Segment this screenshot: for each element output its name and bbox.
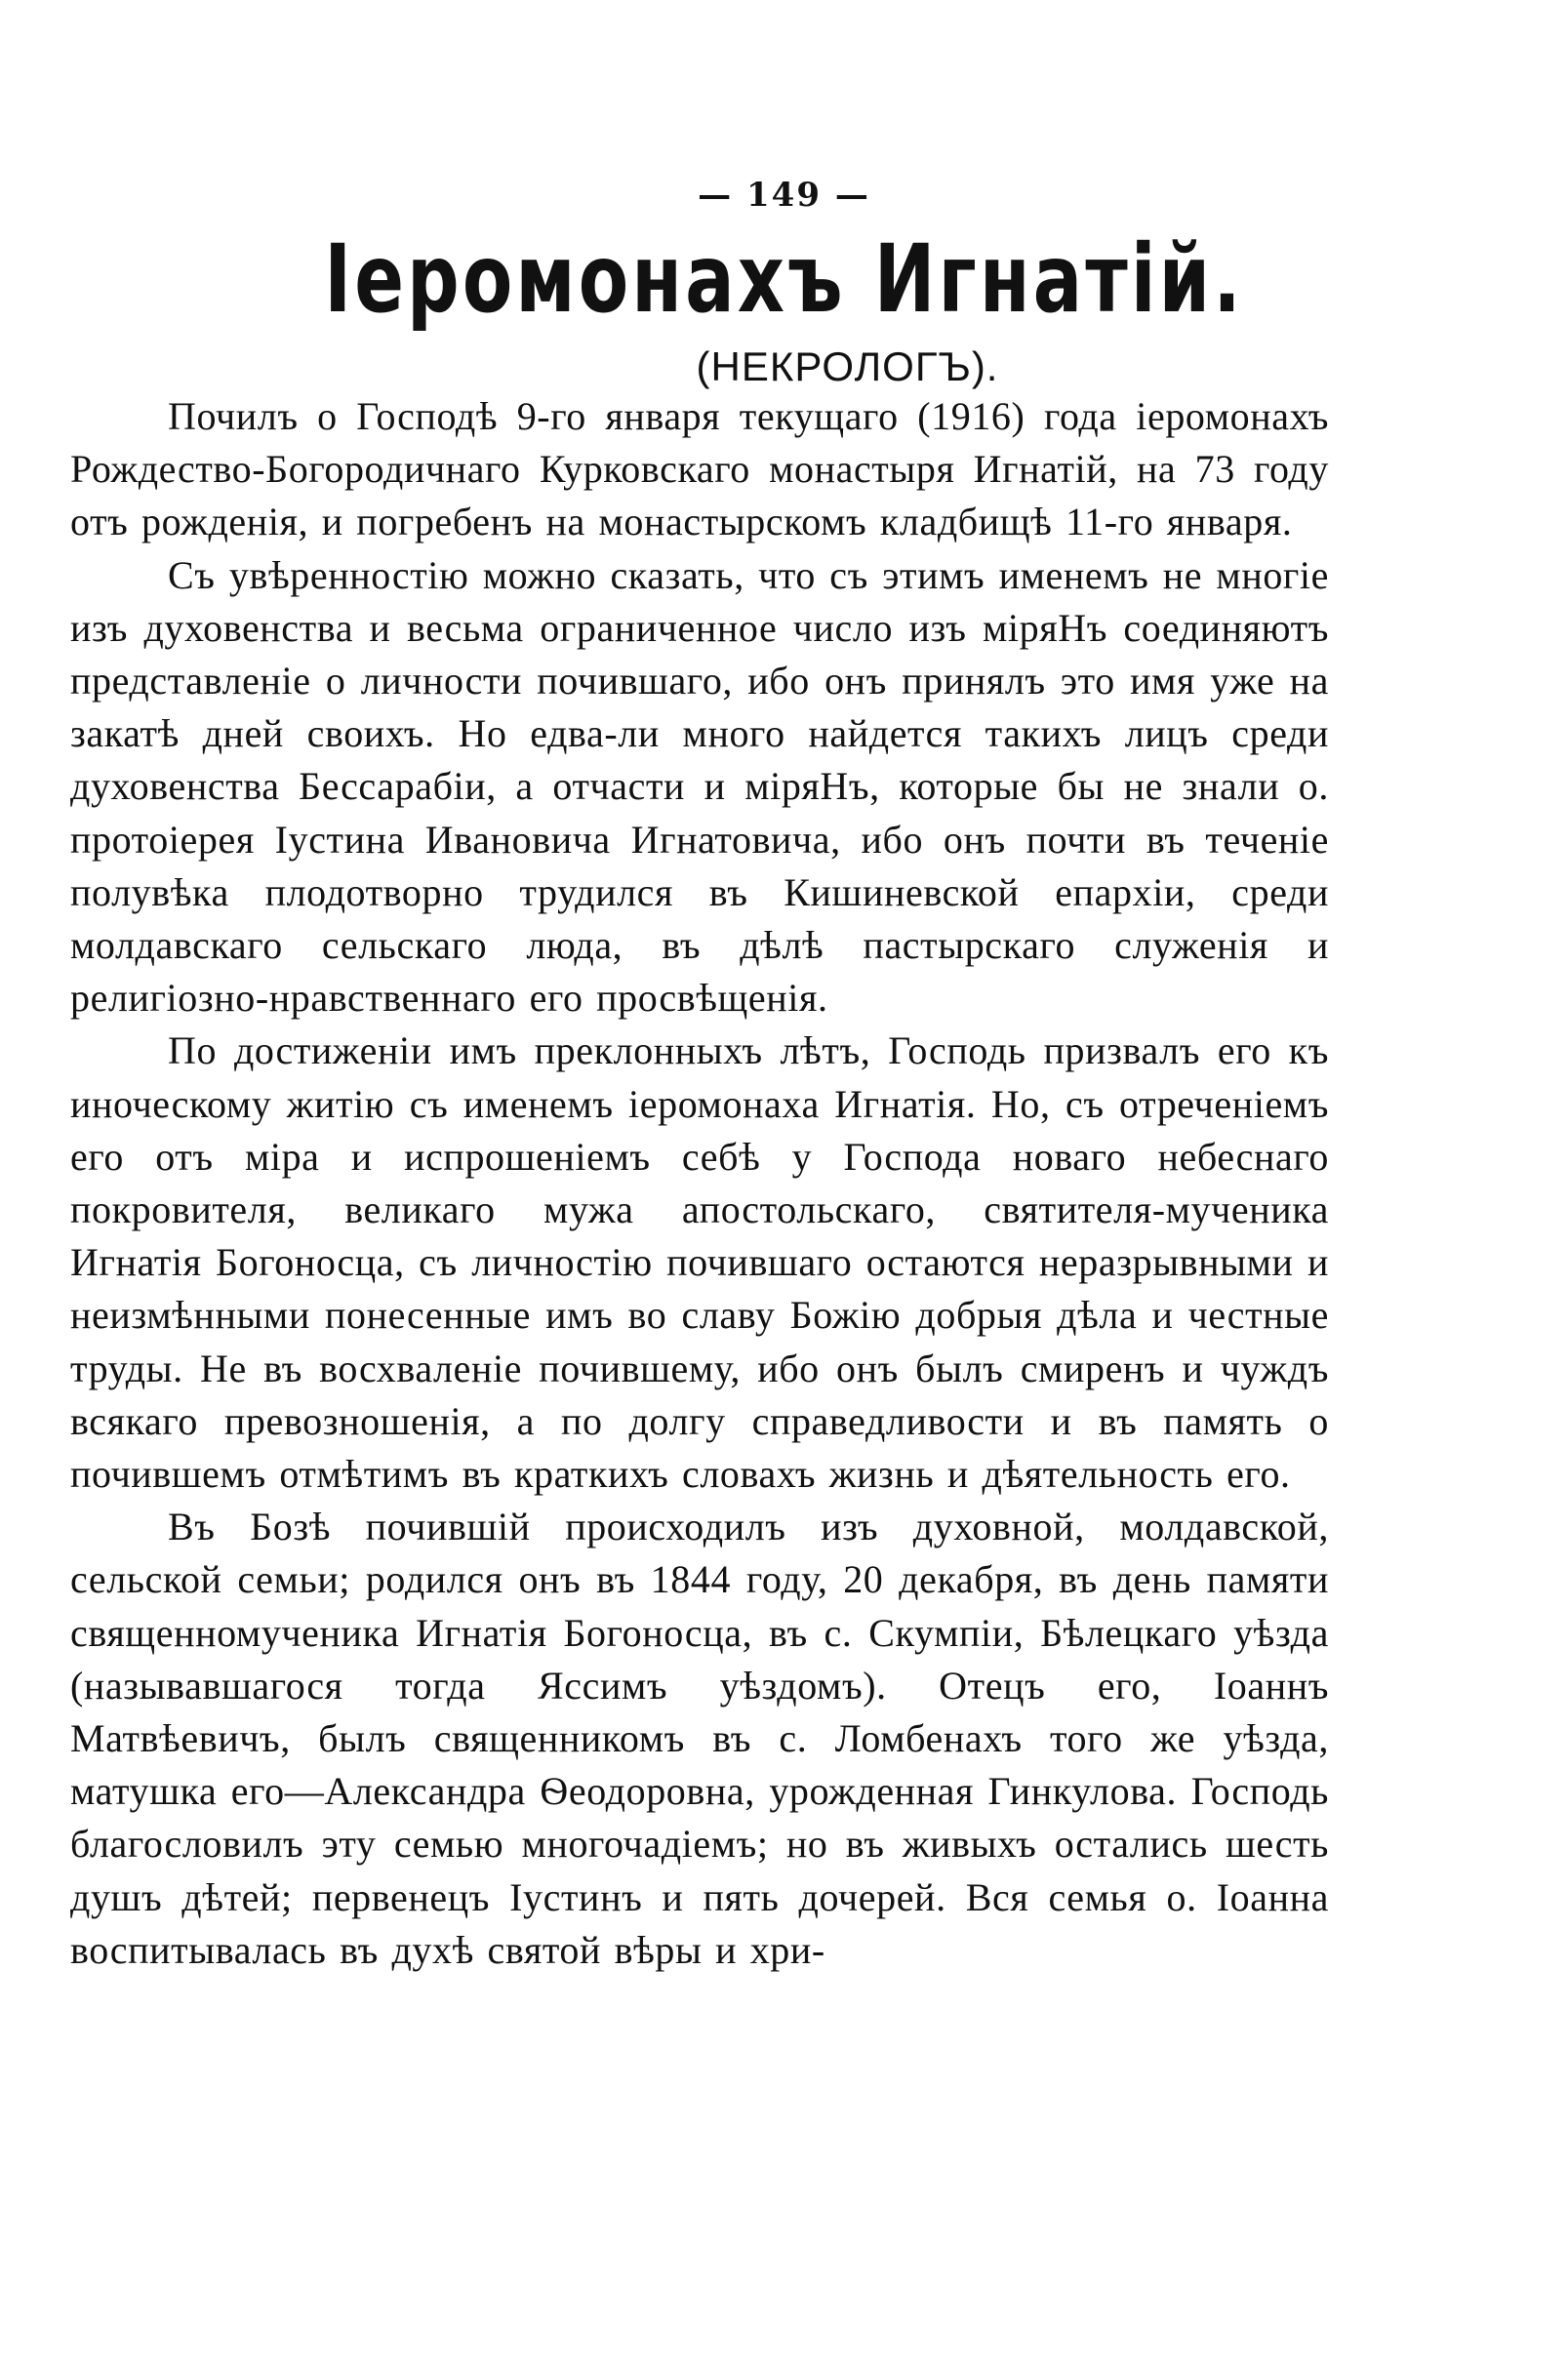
article-body bbox=[70, 390, 1329, 1977]
page-subtitle: (НЕКРОЛОГЪ). bbox=[696, 343, 999, 389]
paragraph-2: Съ увѣренностію можно сказать, что съ этимъ именемъ не многіе изъ духовенства и весьма ограниченное число изъ міряHъ соединяютъ представленіе о личности почившаго, ибо онъ принялъ это имя уже на закатѣ дней своихъ. Но едва-ли много найдется такихъ лицъ среди духовенства Бессарабіи, а отчасти и міряHъ, которые бы не знали о. протоіерея Іустина Ивановича Игнатовича, ибо онъ почти въ теченіе полувѣка плодотворно трудился въ Кишиневской епархіи, среди молдавскаго сельскаго люда, въ дѣлѣ пастырскаго служенія и религіозно-нравственнаго его просвѣщенія. bbox=[70, 552, 1329, 1021]
page-title: Іеромонахъ Игнатій. bbox=[324, 224, 1244, 334]
page-number: — 149 — bbox=[698, 176, 870, 215]
paragraph-3: По достиженіи имъ преклонныхъ лѣтъ, Господь призвалъ его къ иноческому житію съ именемъ іеромонаха Игнатія. Но, съ отреченіемъ его отъ міра и испрошеніемъ себѣ у Господа новаго небеснаго покровителя, великаго мужа апостольскаго, святителя-мученика Игнатія Богоносца, съ личностію почившаго остаются неразрывными и неизмѣнными понесенные имъ во славу Божію добрыя дѣла и честные труды. Не въ восхваленіе почившему, ибо онъ былъ смиренъ и чуждъ всякаго превозношенія, а по долгу справедливости и въ память о почившемъ отмѣтимъ въ краткихъ словахъ жизнь и дѣятельность его. bbox=[70, 1028, 1329, 1497]
paragraph-1: Почилъ о Господѣ 9-го января текущаго (1916) года іеромонахъ Рождество-Богородичнаго Курковскаго монастыря Игнатій, на 73 году отъ рожденія, и погребенъ на монастырскомъ кладбищѣ 11-го января. bbox=[70, 394, 1329, 544]
paragraph-4: Въ Бозѣ почившій происходилъ изъ духовной, молдавской, сельской семьи; родился онъ въ 1844 году, 20 декабря, въ день памяти священномученика Игнатія Богоносца, въ с. Скумпіи, Бѣлецкаго уѣзда (называвшагося тогда Яссимъ уѣздомъ). Отецъ его, Іоаннъ Матвѣевичъ, былъ священникомъ въ с. Ломбенахъ того же уѣзда, матушка его—Александра Ѳеодоровна, урожденная Гинкулова. Господь благословилъ эту семью многочадіемъ; но въ живыхъ остались шесть душъ дѣтей; первенецъ Іустинъ и пять дочерей. Вся семья о. Іоанна воспитывалась въ духѣ святой вѣры и хри- bbox=[70, 1505, 1329, 1972]
